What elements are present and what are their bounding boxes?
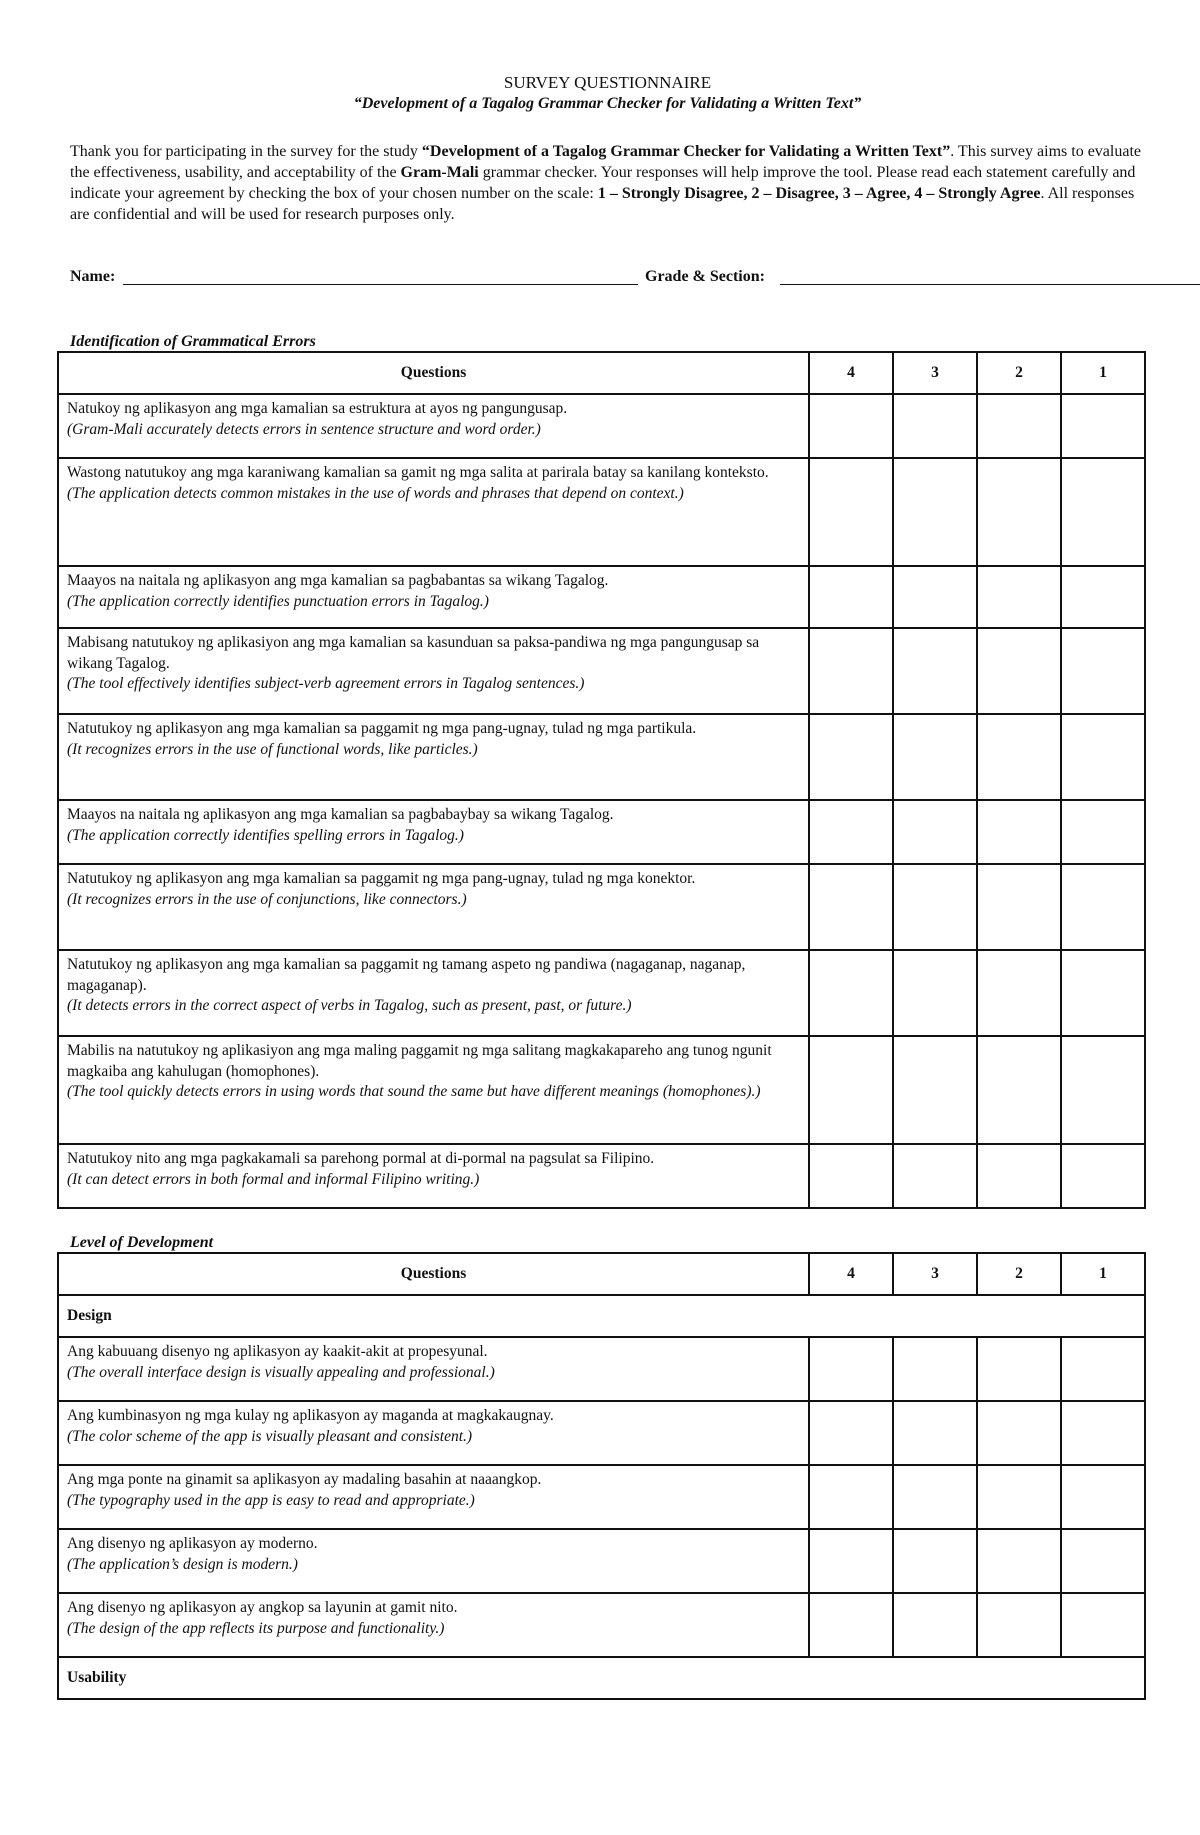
table-header-row [58, 1253, 1145, 1295]
table-row [58, 1144, 1145, 1208]
rating-3-checkbox[interactable] [893, 628, 977, 714]
rating-2-checkbox[interactable] [977, 864, 1061, 950]
question-english: (The application detects common mistakes in the use of words and phrases that depend on context.) [67, 484, 684, 502]
question-cell [58, 1401, 809, 1465]
question-tagalog: Ang disenyo ng aplikasyon ay moderno. [67, 1535, 318, 1552]
rating-1-checkbox[interactable] [1061, 1401, 1145, 1465]
question-tagalog: Natutukoy nito ang mga pagkakamali sa parehong pormal at di-pormal na pagsulat sa Filipino. [67, 1150, 655, 1167]
table-row [58, 1465, 1145, 1529]
rating-3-header: 3 [893, 1253, 977, 1295]
question-english: (The design of the app reflects its purpose and functionality.) [67, 1619, 445, 1637]
question-english: (It recognizes errors in the use of conjunctions, like connectors.) [67, 890, 467, 908]
rating-1-checkbox[interactable] [1061, 1593, 1145, 1657]
question-cell [58, 1529, 809, 1593]
intro-scale: 1 – Strongly Disagree, 2 – Disagree, 3 – Agree, 4 – Strongly Agree [597, 185, 1041, 202]
rating-3-checkbox[interactable] [893, 800, 977, 864]
table-row [58, 714, 1145, 800]
group-label-usability: Usability [58, 1657, 1145, 1699]
question-tagalog: Mabilis na natutukoy ng aplikasiyon ang mga maling paggamit ng mga salitang magkakapareho ang tunog ngunit magkaiba ang kahulugan (homophones). [67, 1042, 772, 1080]
question-cell [58, 628, 809, 714]
question-tagalog: Mabisang natutukoy ng aplikasiyon ang mga kamalian sa kasunduan sa paksa-pandiwa ng mga pangungusap sa wikang Tagalog. [67, 634, 760, 672]
question-cell [58, 950, 809, 1036]
question-english: (It can detect errors in both formal and informal Filipino writing.) [67, 1170, 480, 1188]
rating-1-checkbox[interactable] [1061, 628, 1145, 714]
question-cell [58, 1337, 809, 1401]
question-cell [58, 1036, 809, 1144]
question-tagalog: Ang disenyo ng aplikasyon ay angkop sa layunin at gamit nito. [67, 1599, 458, 1616]
rating-3-checkbox[interactable] [893, 1529, 977, 1593]
question-tagalog: Natutukoy ng aplikasyon ang mga kamalian sa paggamit ng mga pang-ugnay, tulad ng mga konektor. [67, 870, 696, 887]
rating-1-checkbox[interactable] [1061, 714, 1145, 800]
group-label-design: Design [58, 1295, 1145, 1337]
table-row [58, 394, 1145, 458]
rating-3-checkbox[interactable] [893, 1337, 977, 1401]
intro-app-name: Gram-Mali [400, 164, 479, 181]
survey-page [67, 72, 1145, 1700]
rating-2-checkbox[interactable] [977, 458, 1061, 566]
rating-4-checkbox[interactable] [809, 458, 893, 566]
table-row [58, 800, 1145, 864]
intro-text-2: . This survey aims to evaluate the effectiveness, usability, and acceptability of the [70, 143, 1141, 181]
question-english: (It detects errors in the correct aspect of verbs in Tagalog, such as present, past, or future.) [67, 997, 632, 1014]
rating-3-checkbox[interactable] [893, 1465, 977, 1529]
question-tagalog: Maayos na naitala ng aplikasyon ang mga kamalian sa pagbabantas sa wikang Tagalog. [67, 572, 609, 589]
table-row [58, 628, 1145, 714]
table-row [58, 458, 1145, 566]
question-english: (Gram-Mali accurately detects errors in sentence structure and word order.) [67, 420, 541, 438]
rating-3-checkbox[interactable] [893, 1036, 977, 1144]
rating-4-header: 4 [809, 352, 893, 394]
rating-1-checkbox[interactable] [1061, 1529, 1145, 1593]
group-row-usability [58, 1657, 1145, 1699]
table-row [58, 1401, 1145, 1465]
questions-header: Questions [58, 1253, 809, 1295]
table-row [58, 1529, 1145, 1593]
rating-1-header: 1 [1061, 1253, 1145, 1295]
rating-4-checkbox[interactable] [809, 1401, 893, 1465]
intro-study-title: “Development of a Tagalog Grammar Checker for Validating a Written Text” [421, 143, 951, 160]
rating-2-checkbox[interactable] [977, 800, 1061, 864]
section-title-development: Level of Development [70, 1234, 214, 1251]
question-english: (The overall interface design is visually appealing and professional.) [67, 1363, 495, 1381]
rating-4-checkbox[interactable] [809, 800, 893, 864]
intro-paragraph [70, 141, 1145, 225]
rating-2-checkbox[interactable] [977, 1337, 1061, 1401]
question-english: (The tool quickly detects errors in using words that sound the same but have different meanings (homophones).) [67, 1083, 761, 1100]
name-field-line[interactable] [123, 284, 638, 285]
rating-2-checkbox[interactable] [977, 1465, 1061, 1529]
rating-1-checkbox[interactable] [1061, 566, 1145, 628]
question-cell [58, 800, 809, 864]
rating-4-checkbox[interactable] [809, 864, 893, 950]
rating-2-checkbox[interactable] [977, 566, 1061, 628]
rating-1-checkbox[interactable] [1061, 1337, 1145, 1401]
section-title-identification: Identification of Grammatical Errors [70, 333, 316, 350]
question-tagalog: Ang kabuuang disenyo ng aplikasyon ay kaakit-akit at propesyunal. [67, 1343, 488, 1360]
question-english: (The application correctly identifies punctuation errors in Tagalog.) [67, 592, 489, 610]
rating-3-checkbox[interactable] [893, 1593, 977, 1657]
rating-2-checkbox[interactable] [977, 1144, 1061, 1208]
table-row [58, 1593, 1145, 1657]
question-english: (The application’s design is modern.) [67, 1555, 298, 1573]
questions-header: Questions [58, 352, 809, 394]
question-cell [58, 394, 809, 458]
rating-1-checkbox[interactable] [1061, 950, 1145, 1036]
rating-4-header: 4 [809, 1253, 893, 1295]
rating-2-checkbox[interactable] [977, 1593, 1061, 1657]
document-subtitle: “Development of a Tagalog Grammar Checker for Validating a Written Text” [353, 95, 862, 112]
rating-2-header: 2 [977, 352, 1061, 394]
question-tagalog: Wastong natutukoy ang mga karaniwang kamalian sa gamit ng mga salita at parirala batay sa kanilang konteksto. [67, 464, 769, 481]
table-row [58, 1036, 1145, 1144]
rating-1-checkbox[interactable] [1061, 394, 1145, 458]
rating-3-checkbox[interactable] [893, 950, 977, 1036]
rating-2-checkbox[interactable] [977, 714, 1061, 800]
intro-text-1: Thank you for participating in the survey for the study [70, 143, 422, 160]
rating-3-checkbox[interactable] [893, 714, 977, 800]
question-cell [58, 1593, 809, 1657]
rating-3-header: 3 [893, 352, 977, 394]
rating-2-checkbox[interactable] [977, 950, 1061, 1036]
document-title: SURVEY QUESTIONNAIRE [503, 73, 712, 92]
rating-1-header: 1 [1061, 352, 1145, 394]
rating-4-checkbox[interactable] [809, 1337, 893, 1401]
rating-1-checkbox[interactable] [1061, 458, 1145, 566]
intro-text-4: . All responses are confidential and will be used for research purposes only. [70, 185, 1135, 223]
name-grade-row [70, 268, 1145, 292]
question-english: (The application correctly identifies spelling errors in Tagalog.) [67, 826, 464, 844]
rating-3-checkbox[interactable] [893, 566, 977, 628]
rating-4-checkbox[interactable] [809, 1465, 893, 1529]
rating-4-checkbox[interactable] [809, 1036, 893, 1144]
question-english: (The typography used in the app is easy to read and appropriate.) [67, 1491, 475, 1509]
rating-2-checkbox[interactable] [977, 1036, 1061, 1144]
question-english: (The tool effectively identifies subject-verb agreement errors in Tagalog sentences.) [67, 675, 585, 692]
question-tagalog: Natutukoy ng aplikasyon ang mga kamalian sa paggamit ng tamang aspeto ng pandiwa (nagaganap, naganap, magaganap). [67, 956, 746, 994]
rating-1-checkbox[interactable] [1061, 1465, 1145, 1529]
rating-1-checkbox[interactable] [1061, 1144, 1145, 1208]
rating-3-checkbox[interactable] [893, 458, 977, 566]
table-header-row [58, 352, 1145, 394]
table-row [58, 864, 1145, 950]
rating-4-checkbox[interactable] [809, 1144, 893, 1208]
question-tagalog: Ang kumbinasyon ng mga kulay ng aplikasyon ay maganda at magkakaugnay. [67, 1407, 554, 1424]
rating-4-checkbox[interactable] [809, 1593, 893, 1657]
identification-table [57, 351, 1146, 1209]
question-cell [58, 566, 809, 628]
rating-4-checkbox[interactable] [809, 394, 893, 458]
question-cell [58, 458, 809, 566]
question-english: (It recognizes errors in the use of functional words, like particles.) [67, 740, 478, 758]
question-cell [58, 864, 809, 950]
rating-3-checkbox[interactable] [893, 1401, 977, 1465]
rating-1-checkbox[interactable] [1061, 864, 1145, 950]
rating-2-checkbox[interactable] [977, 628, 1061, 714]
rating-4-checkbox[interactable] [809, 1529, 893, 1593]
question-cell [58, 1144, 809, 1208]
rating-3-checkbox[interactable] [893, 864, 977, 950]
group-row-design [58, 1295, 1145, 1337]
development-table [57, 1252, 1146, 1700]
table-row [58, 950, 1145, 1036]
intro-text-3: grammar checker. Your responses will help improve the tool. Please read each statement carefully and indicate your agreement by checking the box of your chosen number on the scale: [70, 164, 1136, 202]
rating-4-checkbox[interactable] [809, 714, 893, 800]
grade-section-label: Grade & Section: [645, 268, 765, 285]
question-tagalog: Ang mga ponte na ginamit sa aplikasyon ay madaling basahin at naaangkop. [67, 1471, 542, 1488]
grade-section-field-line[interactable] [780, 284, 1200, 285]
name-label: Name: [70, 268, 116, 285]
question-english: (The color scheme of the app is visually pleasant and consistent.) [67, 1427, 473, 1445]
rating-3-checkbox[interactable] [893, 1144, 977, 1208]
table-row [58, 1337, 1145, 1401]
question-tagalog: Natutukoy ng aplikasyon ang mga kamalian sa paggamit ng mga pang-ugnay, tulad ng mga partikula. [67, 720, 697, 737]
question-cell [58, 1465, 809, 1529]
rating-2-checkbox[interactable] [977, 1401, 1061, 1465]
table-row [58, 566, 1145, 628]
rating-4-checkbox[interactable] [809, 566, 893, 628]
rating-2-checkbox[interactable] [977, 394, 1061, 458]
question-tagalog: Natukoy ng aplikasyon ang mga kamalian sa estruktura at ayos ng pangungusap. [67, 400, 568, 417]
rating-4-checkbox[interactable] [809, 950, 893, 1036]
rating-3-checkbox[interactable] [893, 394, 977, 458]
question-cell [58, 714, 809, 800]
rating-1-checkbox[interactable] [1061, 800, 1145, 864]
question-tagalog: Maayos na naitala ng aplikasyon ang mga kamalian sa pagbabaybay sa wikang Tagalog. [67, 806, 614, 823]
rating-1-checkbox[interactable] [1061, 1036, 1145, 1144]
rating-4-checkbox[interactable] [809, 628, 893, 714]
rating-2-header: 2 [977, 1253, 1061, 1295]
rating-2-checkbox[interactable] [977, 1529, 1061, 1593]
